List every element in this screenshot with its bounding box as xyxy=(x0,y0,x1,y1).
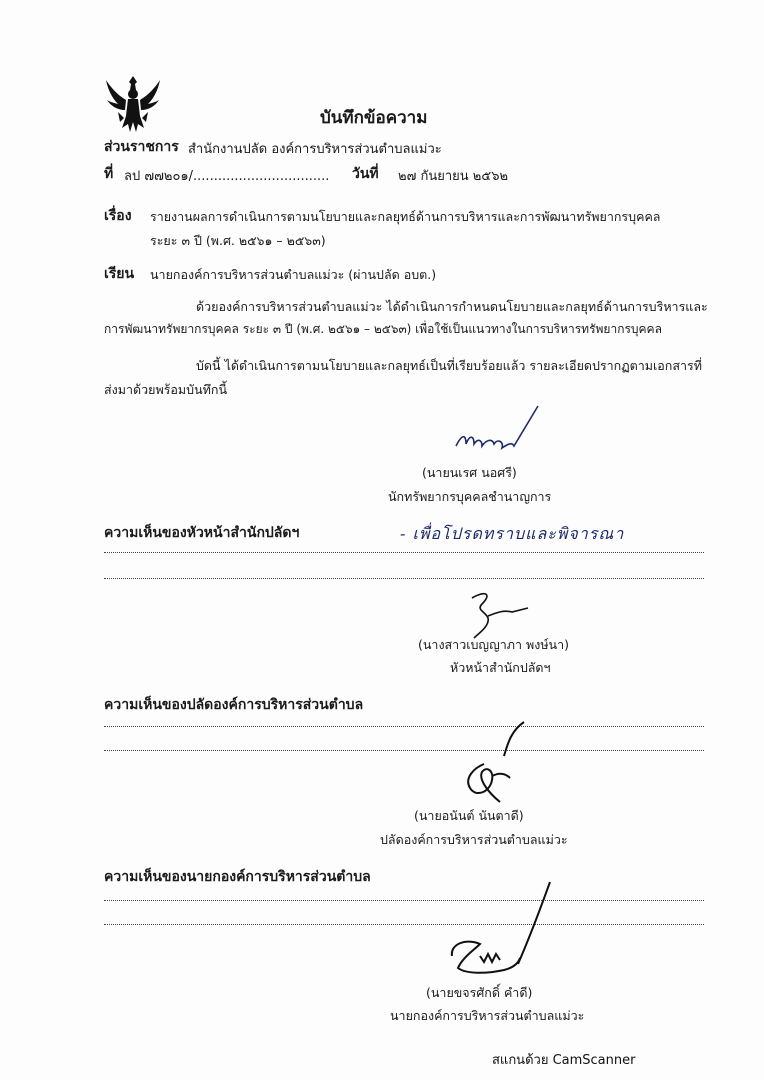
signature-benyapa-icon xyxy=(458,588,538,640)
body-p1-line-2: การพัฒนาทรัพยากรบุคคล ระยะ ๓ ปี (พ.ศ. ๒๕๖๑ – ๒๕๖๓) เพื่อใช้เป็นแนวทางในการบริหารทรัพยากรบุคคล xyxy=(104,322,662,336)
section1-label: ความเห็นของหัวหน้าสำนักปลัดฯ xyxy=(104,525,300,541)
ref-label: ที่ xyxy=(104,166,114,182)
section2-dotline-1 xyxy=(104,726,704,727)
subject-label: เรื่อง xyxy=(104,208,132,224)
signer1-position: นักทรัพยากรบุคคลชำนาญการ xyxy=(388,489,552,504)
signature-naret-icon xyxy=(452,404,542,456)
section2-label: ความเห็นของปลัดองค์การบริหารส่วนตำบล xyxy=(104,697,364,713)
section2-dotline-2 xyxy=(104,750,704,751)
memo-title: บันทึกข้อความ xyxy=(320,108,428,128)
signer4-name: (นายขจรศักดิ์ คำดี) xyxy=(426,985,533,1000)
body-p2-line-2: ส่งมาด้วยพร้อมบันทึกนี้ xyxy=(104,382,227,397)
signer1-name: (นายนเรศ นอศรี) xyxy=(422,465,517,480)
agency-label: ส่วนราชการ xyxy=(104,139,179,155)
date-label: วันที่ xyxy=(352,166,379,182)
section3-dotline-2 xyxy=(104,924,704,925)
signer3-name: (นายอนันต์ นันตาดี) xyxy=(414,808,524,823)
section1-handwritten-note: - เพื่อโปรดทราบและพิจารณา xyxy=(400,524,625,543)
section3-label: ความเห็นของนายกองค์การบริหารส่วนตำบล xyxy=(104,869,371,885)
agency-value: สำนักงานปลัด องค์การบริหารส่วนตำบลแม่วะ xyxy=(188,142,442,157)
signature-anan-icon xyxy=(454,716,534,812)
section1-dotline-2 xyxy=(104,578,704,579)
signer4-position: นายกองค์การบริหารส่วนตำบลแม่วะ xyxy=(390,1008,585,1023)
ref-value: ลป ๗๗๒๐๑/................................. xyxy=(124,169,330,184)
signer2-position: หัวหน้าสำนักปลัดฯ xyxy=(450,660,551,675)
garuda-emblem-icon xyxy=(104,72,162,134)
recipient-label: เรียน xyxy=(104,266,135,282)
camscanner-watermark: สแกนด้วย CamScanner xyxy=(492,1053,636,1068)
recipient-value: นายกองค์การบริหารส่วนตำบลแม่วะ (ผ่านปลัด อบต.) xyxy=(150,267,437,282)
subject-line-1: รายงานผลการดำเนินการตามนโยบายและกลยุทธ์ด้านการบริหารและการพัฒนาทรัพยากรบุคคล xyxy=(150,209,661,224)
subject-line-2: ระยะ ๓ ปี (พ.ศ. ๒๕๖๑ – ๒๕๖๓) xyxy=(150,233,326,248)
signer3-position: ปลัดองค์การบริหารส่วนตำบลแม่วะ xyxy=(380,832,568,847)
signer2-name: (นางสาวเบญญาภา พงษ์นา) xyxy=(418,637,569,652)
section3-dotline-1 xyxy=(104,900,704,901)
date-value: ๒๗ กันยายน ๒๕๖๒ xyxy=(398,169,509,184)
section1-dotline-1 xyxy=(104,552,704,553)
body-p2-line-1: บัดนี้ ได้ดำเนินการตามนโยบายและกลยุทธ์เป็นที่เรียบร้อยแล้ว รายละเอียดปรากฏตามเอกสารที่ xyxy=(196,358,702,373)
body-p1-line-1: ด้วยองค์การบริหารส่วนตำบลแม่วะ ได้ดำเนินการกำหนดนโยบายและกลยุทธ์ด้านการบริหารและ xyxy=(196,299,708,314)
signature-khajornsak-icon xyxy=(446,878,556,982)
